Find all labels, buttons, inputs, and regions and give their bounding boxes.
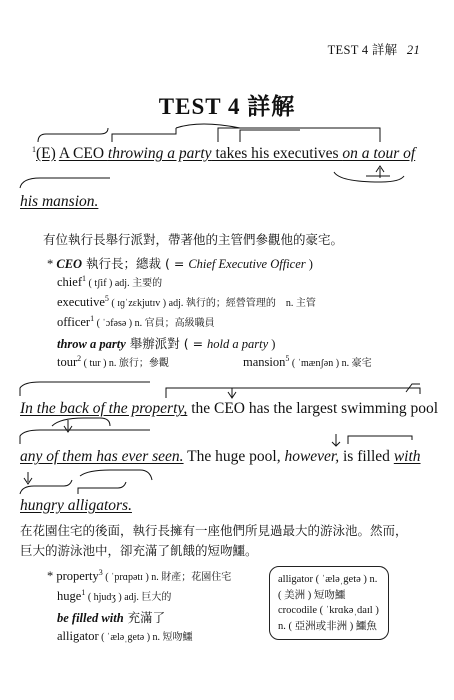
vocab-word: huge (57, 589, 82, 604)
q1-number: 1 (32, 145, 36, 154)
vocab-eq: hold a party (207, 337, 269, 351)
vocab-end: ) (305, 257, 313, 271)
bracket-mark (176, 124, 240, 128)
q1-translation: 有位執行長舉行派對，帶著他的主管們參觀他的豪宅。 (43, 232, 344, 247)
vocab-def: ( ɪɡˈzɛkjutɪv ) adj. 執行的；經營管理的 n. 主管 (108, 298, 316, 310)
vocab-word: chief (57, 275, 82, 290)
vocab-word: mansion (243, 355, 286, 370)
vocab-word: be filled with (57, 611, 124, 625)
vocab-level: 1 (81, 274, 86, 283)
bracket-mark (166, 388, 420, 398)
bracket-mark (80, 470, 152, 480)
bracket-mark (52, 418, 110, 426)
vocab-level: 1 (90, 314, 95, 323)
q1-subject: A CEO (58, 145, 108, 163)
vocab-def: 執行長；總裁 ( = (82, 256, 189, 271)
vocab-word: tour (57, 355, 78, 370)
vocab-word: CEO (56, 257, 83, 271)
vocab-level: 5 (104, 294, 109, 303)
vocab-def: ( hjudʒ ) adj. 巨大的 (85, 592, 172, 604)
q2-clause-2: The huge pool, (183, 448, 285, 465)
vocab-star: * (47, 257, 57, 271)
q2-with: with (393, 448, 421, 465)
note-line: crocodile ( ˈkrɑkəˌdaɪl ) (278, 605, 379, 616)
q1-verb: takes his executives (211, 145, 343, 163)
bracket-mark (334, 172, 404, 182)
arrow-mark (228, 388, 236, 398)
note-line: n. ( 亞洲或非洲 ) 鱷魚 (278, 620, 377, 632)
bracket-mark (20, 178, 110, 188)
vocab-def: ( ˈmænʃən ) n. 豪宅 (289, 358, 372, 370)
vocab-level: 3 (98, 568, 103, 577)
q2-sentence-line3: hungry alligators. (20, 497, 132, 514)
q2-phrase-back: In the back of the property, (20, 400, 188, 417)
vocab-star: * (47, 569, 57, 584)
arrow-mark (24, 472, 32, 484)
vocab-level: 2 (77, 354, 82, 363)
q2-however: however, (284, 448, 340, 465)
vocab-word: alligator (57, 629, 99, 643)
vocab-def: ( ˈɔfəsə ) n. 官員；高級職員 (94, 318, 215, 330)
page-title: TEST 4 詳解 (158, 94, 296, 119)
vocab-word: throw a party (57, 337, 126, 351)
bracket-mark (240, 130, 300, 142)
q2-clause-1: the CEO has the largest swimming pool (187, 400, 439, 417)
vocab-level: 1 (81, 588, 86, 597)
vocab-def: 充滿了 (123, 610, 166, 625)
q2-is-filled: is filled (339, 448, 394, 465)
vocab-word: officer (57, 315, 91, 330)
vocab-end: ) (268, 337, 276, 351)
header-text: TEST 4 詳解 (327, 43, 398, 57)
bracket-mark (20, 480, 72, 494)
q2-translation-1: 在花園住宅的後面，執行長擁有一座他們所見過最大的游泳池。然而， (20, 523, 408, 538)
note-line: ( 美洲 ) 短吻鱷 (278, 589, 346, 601)
vocab-def: ( ˈprɑpətɪ ) n. 財產；花園住宅 (102, 572, 232, 584)
q2-phrase-seen: any of them has ever seen. (20, 448, 184, 465)
page-number: 21 (406, 43, 420, 57)
q1-phrase-throw: throwing a party (107, 145, 212, 163)
bracket-mark (112, 128, 176, 142)
q1-sentence-line2: his mansion. (20, 193, 99, 210)
q2-translation-2: 巨大的游泳池中，卻充滿了飢餓的短吻鱷。 (20, 543, 258, 558)
vocab-def: 舉辦派對 ( = (125, 336, 208, 351)
bracket-mark (20, 382, 150, 396)
vocab-def: ( tur ) n. 旅行；參觀 (81, 358, 169, 370)
bracket-mark (348, 436, 412, 444)
bracket-mark (20, 430, 150, 444)
q1-answer: (E) (36, 145, 56, 163)
vocab-word: executive (57, 295, 105, 310)
vocab-eq: Chief Executive Officer (188, 257, 306, 271)
q1-phrase-tour: on a tour of (342, 145, 416, 163)
vocab-def: ( tʃif ) adj. 主要的 (85, 278, 163, 290)
vocab-level: 5 (285, 354, 290, 363)
arrow-mark (332, 434, 340, 446)
vocab-word: property (56, 569, 99, 584)
bracket-mark (78, 482, 126, 494)
note-line: alligator ( ˈæləˌgetə ) n. (278, 574, 378, 585)
vocab-def: ( ˈæləˌgetə ) n. 短吻鱷 (98, 632, 193, 643)
bracket-mark (38, 128, 108, 142)
